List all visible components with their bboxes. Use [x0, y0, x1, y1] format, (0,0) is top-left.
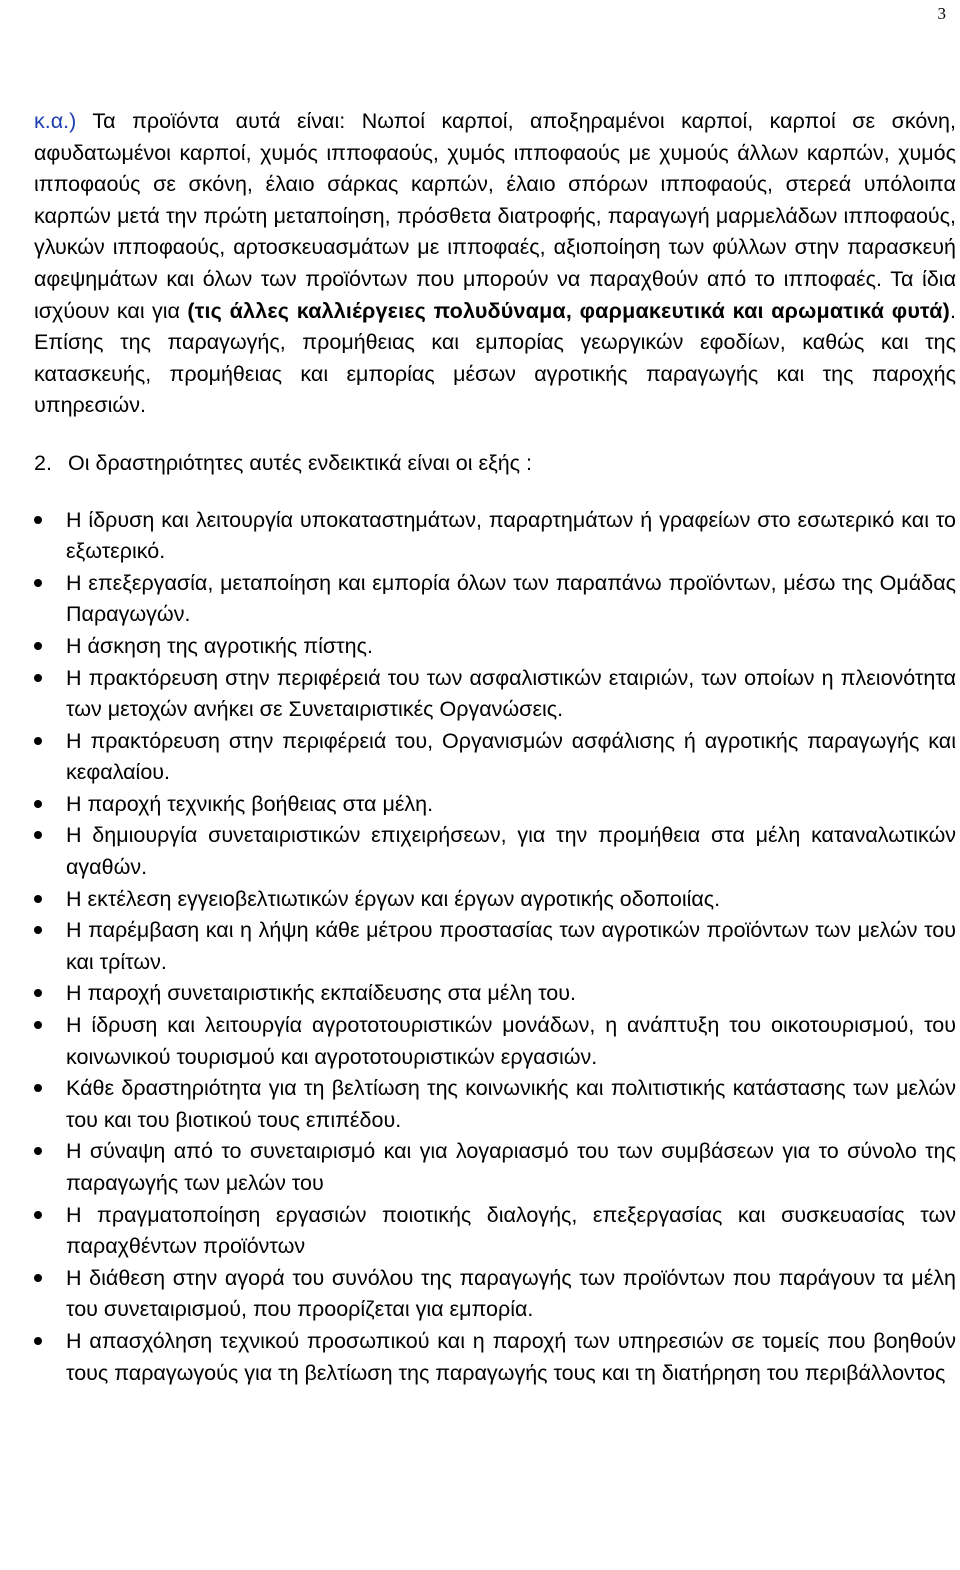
bullet-icon — [34, 1337, 42, 1345]
list-item — [34, 726, 956, 789]
bullet-icon — [34, 926, 42, 934]
activities-list — [34, 505, 956, 1390]
list-item-text: Η παροχή τεχνικής βοήθειας στα μέλη. — [66, 791, 434, 816]
list-item-text: Η πρακτόρευση στην περιφέρειά του, Οργανισμών ασφάλισης ή αγροτικής παραγωγής και κεφαλαίου. — [66, 728, 956, 785]
bullet-icon — [34, 737, 42, 745]
document-body — [34, 106, 956, 1389]
list-item-text: Κάθε δραστηριότητα για τη βελτίωση της κοινωνικής και πολιτιστικής κατάστασης των μελών του και του βιοτικού τους επιπέδου. — [66, 1076, 956, 1132]
list-item-text: Η απασχόληση τεχνικού προσωπικού και η παροχή των υπηρεσιών σε τομείς που βοηθούν τους παραγωγούς για τη βελτίωση της παραγωγής τους και τη διατήρηση του περιβάλλοντος — [66, 1328, 956, 1385]
list-item-text: Η εκτέλεση εγγειοβελτιωτικών έργων και έργων αγροτικής οδοποιίας. — [66, 886, 721, 911]
list-item — [34, 820, 956, 883]
bullet-icon — [34, 1147, 42, 1155]
list-item-text: Η πρακτόρευση στην περιφέρειά του των ασφαλιστικών εταιριών, των οποίων η πλειονότητα των μετοχών ανήκει σε Συνεταιριστικές Οργανώσεις. — [66, 665, 956, 722]
intro-text-continued: . Επίσης της παραγωγής, προμήθειας και εμπορίας γεωργικών εφοδίων, καθώς και της κατασκευής, προμήθειας και εμπορίας μέσων αγροτικής παραγωγής και της παροχής υπηρεσιών. — [34, 298, 956, 418]
bullet-icon — [34, 1211, 42, 1219]
list-item — [34, 1263, 956, 1326]
intro-paragraph — [34, 106, 956, 422]
list-item-text: Η παροχή συνεταιριστικής εκπαίδευσης στα μέλη του. — [66, 981, 576, 1006]
list-item-text: Η επεξεργασία, μεταποίηση και εμπορία όλων των παραπάνω προϊόντων, μέσω της Ομάδας Παραγωγών. — [66, 570, 956, 627]
list-item — [34, 663, 956, 726]
bullet-icon — [34, 831, 42, 839]
list-item-text: Η πραγματοποίηση εργασιών ποιοτικής διαλογής, επεξεργασίας και συσκευασίας των παραχθέντων προϊόντων — [66, 1202, 956, 1259]
list-item — [34, 505, 956, 568]
page-number: 3 — [937, 4, 946, 23]
list-item — [34, 1200, 956, 1263]
section-title: Οι δραστηριότητες αυτές ενδεικτικά είναι οι εξής : — [68, 450, 532, 475]
list-item — [34, 884, 956, 916]
list-item-text: Η άσκηση της αγροτικής πίστης. — [66, 633, 373, 658]
bullet-icon — [34, 674, 42, 682]
bullet-icon — [34, 800, 42, 808]
bullet-icon — [34, 579, 42, 587]
list-item — [34, 631, 956, 663]
bullet-icon — [34, 516, 42, 524]
list-item — [34, 789, 956, 821]
list-item — [34, 915, 956, 978]
intro-bold-text: (τις άλλες καλλιέργειες πολυδύναμα, φαρμακευτικά και αρωματικά φυτά) — [187, 298, 951, 323]
list-item — [34, 568, 956, 631]
list-item-text: Η σύναψη από το συνεταιρισμό και για λογαριασμό του των συμβάσεων για το σύνολο της παραγωγής των μελών του — [66, 1139, 956, 1195]
bullet-icon — [34, 1021, 42, 1029]
bullet-icon — [34, 1274, 42, 1282]
list-item-text: Η παρέμβαση και η λήψη κάθε μέτρου προστασίας των αγροτικών προϊόντων των μελών του και τρίτων. — [66, 918, 956, 974]
list-item-text: Η δημιουργία συνεταιριστικών επιχειρήσεων, για την προμήθεια στα μέλη καταναλωτικών αγαθών. — [66, 823, 956, 880]
intro-text: Τα προϊόντα αυτά είναι: Νωποί καρποί, αποξηραμένοι καρποί, καρποί σε σκόνη, αφυδατωμένοι καρποί, χυμός ιπποφαούς, χυμός ιπποφαούς με χυμούς άλλων καρπών, χυμός ιπποφαούς σε σκόνη, έλαιο σάρκας καρπών, έλαιο σπόρων ιπποφαούς, στερεά υπόλοιπα καρπών μετά την πρώτη μεταποίηση, πρόσθετα διατροφής, παραγωγή μαρμελάδων ιπποφαούς, γλυκών ιπποφαούς, αρτοσκευασμάτων με ιπποφαές, αξιοποίηση των φύλλων στην παρασκευή αφεψημάτων και όλων των προϊόντων που μπορούν να παραχθούν από το ιπποφαές. Τα ίδια ισχύουν και για — [34, 109, 956, 323]
item-prefix: κ.α.) — [34, 109, 77, 133]
list-item — [34, 1073, 956, 1136]
section-heading — [34, 448, 956, 480]
bullet-icon — [34, 895, 42, 903]
list-item — [34, 1010, 956, 1073]
list-item-text: Η ίδρυση και λειτουργία αγροτοτουριστικών μονάδων, η ανάπτυξη του οικοτουρισμού, του κοινωνικού τουρισμού και αγροτοτουριστικών εργασιών. — [66, 1013, 956, 1069]
bullet-icon — [34, 1084, 42, 1092]
list-item-text: Η ίδρυση και λειτουργία υποκαταστημάτων, παραρτημάτων ή γραφείων στο εσωτερικό και το εξωτερικό. — [66, 507, 956, 564]
bullet-icon — [34, 989, 42, 997]
list-item-text: Η διάθεση στην αγορά του συνόλου της παραγωγής των προϊόντων που παράγουν τα μέλη του συνεταιρισμού, που προορίζεται για εμπορία. — [66, 1265, 956, 1322]
section-number: 2. — [34, 450, 52, 475]
list-item — [34, 1136, 956, 1199]
list-item — [34, 978, 956, 1010]
bullet-icon — [34, 642, 42, 650]
list-item — [34, 1326, 956, 1389]
